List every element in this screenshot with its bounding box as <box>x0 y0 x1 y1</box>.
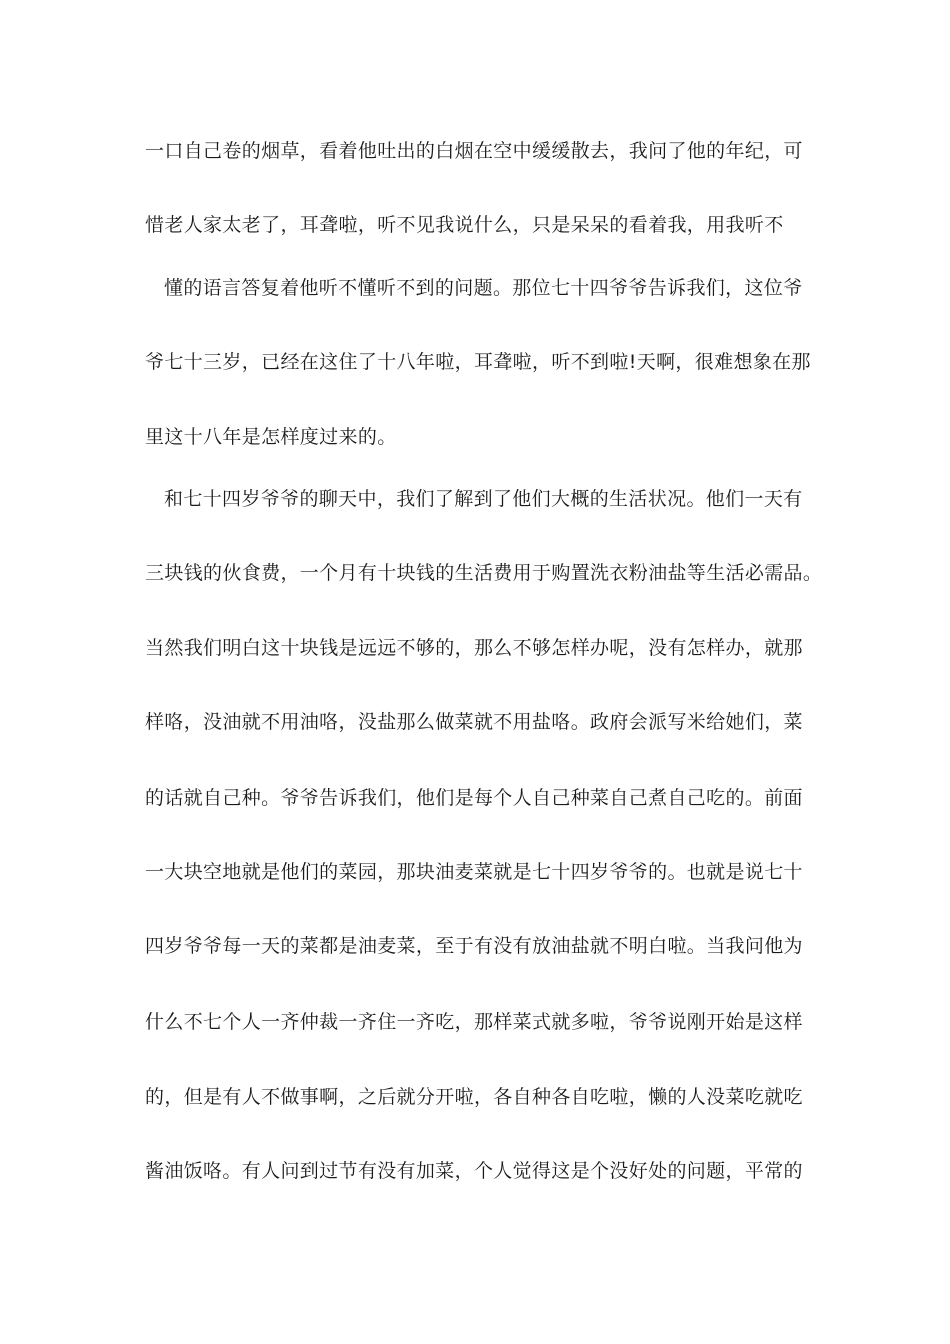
text-line-6: 和七十四岁爷爷的聊天中，我们了解到了他们大概的生活状况。他们一天有 <box>164 488 803 510</box>
text-line-8: 当然我们明白这十块钱是远远不够的，那么不够怎样办呢，没有怎样办，就那 <box>145 637 803 659</box>
text-line-2: 惜老人家太老了，耳聋啦，听不见我说什么，只是呆呆的看着我，用我听不 <box>145 214 784 236</box>
text-line-12: 四岁爷爷每一天的菜都是油麦菜，至于有没有放油盐就不明白啦。当我问他为 <box>145 935 803 957</box>
text-line-11: 一大块空地就是他们的菜园，那块油麦菜就是七十四岁爷爷的。也就是说七十 <box>145 861 803 883</box>
text-line-3: 懂的语言答复着他听不懂听不到的问题。那位七十四爷爷告诉我们，这位爷 <box>164 277 803 299</box>
text-line-15: 酱油饭咯。有人问到过节有没有加菜，个人觉得这是个没好处的问题，平常的 <box>145 1160 803 1182</box>
text-line-9: 样咯，没油就不用油咯，没盐那么做菜就不用盐咯。政府会派写米给她们，菜 <box>145 711 803 733</box>
text-line-5: 里这十八年是怎样度过来的。 <box>145 426 397 448</box>
text-line-7: 三块钱的伙食费，一个月有十块钱的生活费用于购置洗衣粉油盐等生活必需品。 <box>145 562 823 584</box>
text-line-1: 一口自己卷的烟草，看着他吐出的白烟在空中缓缓散去，我问了他的年纪，可 <box>145 140 803 162</box>
text-line-14: 的，但是有人不做事啊，之后就分开啦，各自种各自吃啦，懒的人没菜吃就吃 <box>145 1086 803 1108</box>
text-line-4: 爷七十三岁，已经在这住了十八年啦，耳聋啦，听不到啦!天啊，很难想象在那 <box>145 351 811 373</box>
text-line-13: 什么不七个人一齐仲裁一齐住一齐吃，那样菜式就多啦，爷爷说刚开始是这样 <box>145 1011 803 1033</box>
text-line-10: 的话就自己种。爷爷告诉我们，他们是每个人自己种菜自己煮自己吃的。前面 <box>145 787 803 809</box>
